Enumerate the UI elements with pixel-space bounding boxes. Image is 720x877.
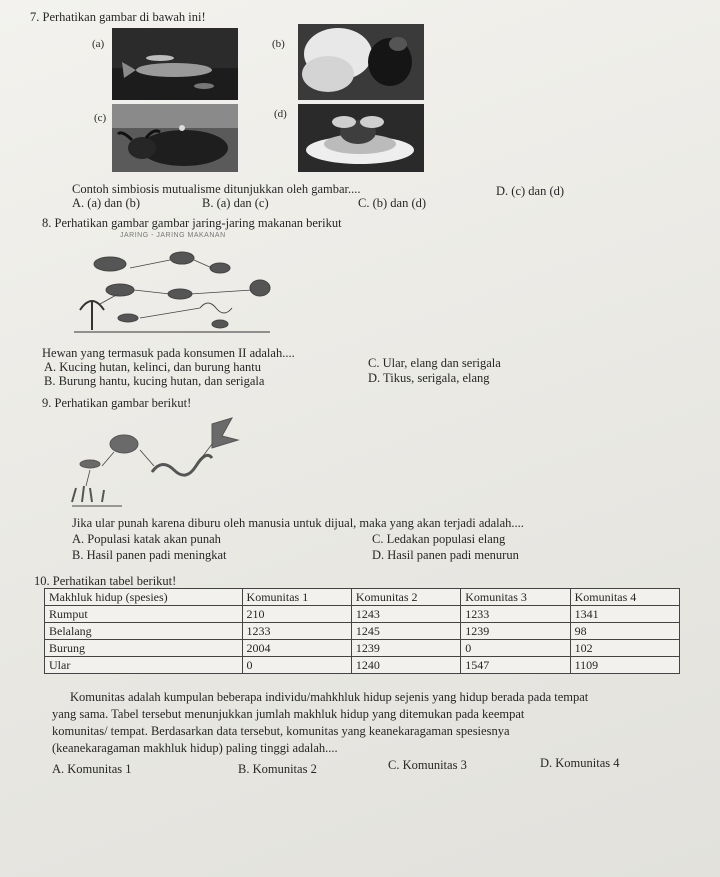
- q9-option-c: C. Ledakan populasi elang: [372, 532, 506, 546]
- table-cell: 1233: [461, 606, 570, 623]
- table-cell: 1240: [351, 657, 460, 674]
- q10-paragraph-line: (keanekaragaman makhluk hidup) paling tinggi adalah....: [52, 741, 338, 755]
- q8-option-b: B. Burung hantu, kucing hutan, dan serigala: [44, 374, 265, 388]
- q10-paragraph-line: yang sama. Tabel tersebut menunjukkan jumlah makhluk hidup yang ditemukan pada keempat: [52, 707, 525, 721]
- table-header-cell: Komunitas 4: [570, 589, 679, 606]
- community-table: [44, 588, 680, 674]
- table-cell: 1239: [461, 623, 570, 640]
- q7-label-d: (d): [274, 108, 287, 120]
- food-web-diagram: [70, 232, 280, 340]
- q10-stem: 10. Perhatikan tabel berikut!: [34, 574, 177, 588]
- q7-option-a: A. (a) dan (b): [72, 196, 141, 210]
- q7-stem: 7. Perhatikan gambar di bawah ini!: [30, 10, 206, 24]
- photo-c-buffalo: [112, 104, 238, 172]
- q8-option-d: D. Tikus, serigala, elang: [368, 371, 490, 385]
- photo-b-animal: [298, 24, 424, 100]
- q8-option-c: C. Ular, elang dan serigala: [368, 356, 501, 370]
- q9-question: Jika ular punah karena diburu oleh manusia untuk dijual, maka yang akan terjadi adalah....: [72, 516, 524, 530]
- table-cell: 1243: [351, 606, 460, 623]
- table-cell: 1233: [242, 623, 351, 640]
- table-cell: 1341: [570, 606, 679, 623]
- q7-label-a: (a): [92, 38, 105, 50]
- table-cell: 210: [242, 606, 351, 623]
- q8-option-a: A. Kucing hutan, kelinci, dan burung hantu: [44, 360, 261, 374]
- table-cell: 1547: [461, 657, 570, 674]
- table-cell: 1245: [351, 623, 460, 640]
- q7-label-c: (c): [94, 112, 107, 124]
- photo-a-fish: [112, 28, 238, 100]
- q7-label-b: (b): [272, 38, 285, 50]
- table-cell: 1239: [351, 640, 460, 657]
- q9-food-chain-image: [62, 414, 252, 508]
- q8-question: Hewan yang termasuk pada konsumen II adalah....: [42, 346, 295, 360]
- q9-option-d: D. Hasil panen padi menurun: [372, 548, 519, 562]
- table-cell: Belalang: [45, 623, 243, 640]
- q10-option-b: B. Komunitas 2: [238, 762, 317, 776]
- q10-option-d: D. Komunitas 4: [540, 756, 620, 770]
- table-header-cell: Komunitas 2: [351, 589, 460, 606]
- table-cell: Ular: [45, 657, 243, 674]
- table-row: [45, 606, 680, 623]
- table-cell: 98: [570, 623, 679, 640]
- q7-option-d: D. (c) dan (d): [496, 184, 565, 198]
- q7-option-c: C. (b) dan (d): [358, 196, 427, 210]
- table-header-cell: Komunitas 1: [242, 589, 351, 606]
- table-cell: 2004: [242, 640, 351, 657]
- table-cell: 102: [570, 640, 679, 657]
- table-header-cell: Makhluk hidup (spesies): [45, 589, 243, 606]
- q10-option-c: C. Komunitas 3: [388, 758, 467, 772]
- food-web-title: JARING - JARING MAKANAN: [120, 232, 226, 239]
- table-row: [45, 623, 680, 640]
- q7-option-b: B. (a) dan (c): [202, 196, 269, 210]
- table-header-row: [45, 589, 680, 606]
- table-cell: 0: [461, 640, 570, 657]
- q8-stem: 8. Perhatikan gambar gambar jaring-jaring makanan berikut: [42, 216, 342, 230]
- q10-paragraph-line: Komunitas adalah kumpulan beberapa individu/mahkhluk hidup sejenis yang hidup berada pada tempat: [70, 690, 589, 704]
- q9-option-b: B. Hasil panen padi meningkat: [72, 548, 227, 562]
- table-cell: Rumput: [45, 606, 243, 623]
- table-cell: 1109: [570, 657, 679, 674]
- table-row: [45, 657, 680, 674]
- table-cell: Burung: [45, 640, 243, 657]
- q10-option-a: A. Komunitas 1: [52, 762, 132, 776]
- q7-question: Contoh simbiosis mutualisme ditunjukkan oleh gambar....: [72, 182, 361, 196]
- photo-d-bee-flower: [298, 104, 424, 172]
- q9-option-a: A. Populasi katak akan punah: [72, 532, 221, 546]
- q9-stem: 9. Perhatikan gambar berikut!: [42, 396, 192, 410]
- q10-paragraph-line: komunitas/ tempat. Berdasarkan data tersebut, komunitas yang keanekaragaman spesiesnya: [52, 724, 510, 738]
- table-row: [45, 640, 680, 657]
- table-header-cell: Komunitas 3: [461, 589, 570, 606]
- table-cell: 0: [242, 657, 351, 674]
